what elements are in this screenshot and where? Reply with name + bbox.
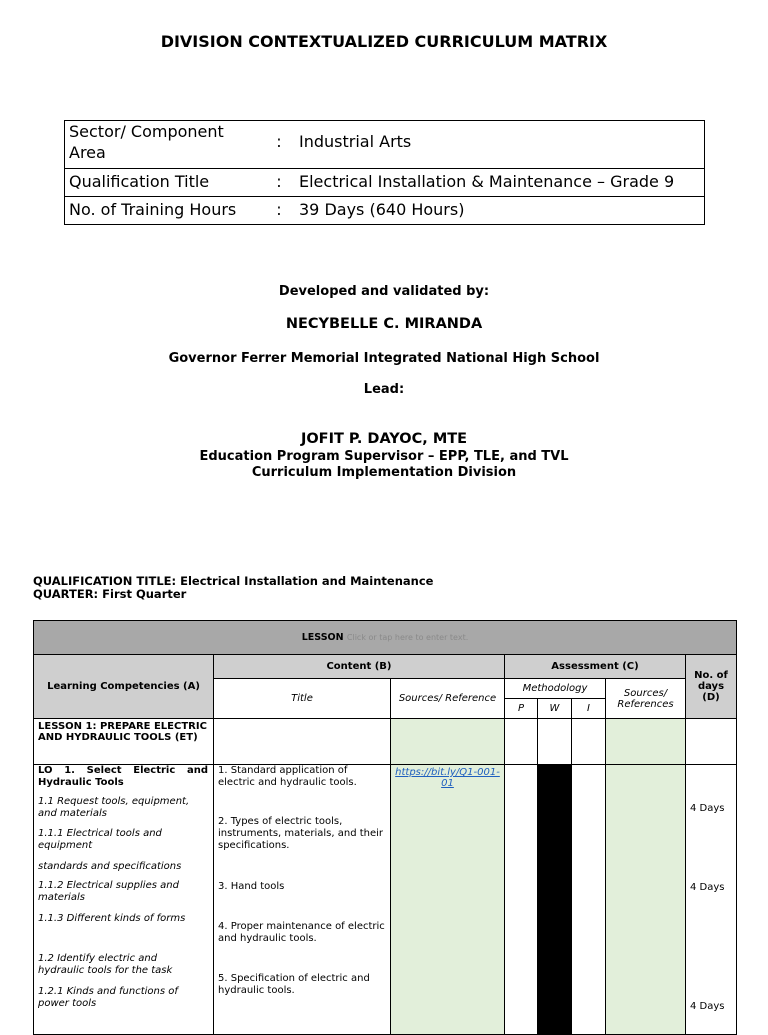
lesson-placeholder[interactable]: Click or tap here to enter text. — [346, 633, 469, 642]
curriculum-matrix — [33, 620, 737, 1035]
lesson-1-days-cell — [686, 719, 737, 765]
lesson-label: LESSON — [301, 632, 344, 643]
days-value: 4 Days — [690, 1001, 725, 1012]
competency-item: 1.2 Identify electric and hydraulic tools for the task — [38, 953, 173, 976]
title-header: Title — [214, 679, 391, 719]
info-colon: : — [263, 169, 295, 197]
content-title-item: 4. Proper maintenance of electric and hydraulic tools. — [218, 921, 385, 944]
competencies-cell — [34, 765, 214, 1035]
method-w-header: W — [538, 699, 572, 719]
info-row-hours — [65, 197, 705, 225]
sources-reference-header: Sources/ Reference — [391, 679, 505, 719]
info-colon: : — [263, 197, 295, 225]
info-value: 39 Days (640 Hours) — [295, 197, 705, 225]
info-value: Electrical Installation & Maintenance – Grade 9 — [295, 169, 705, 197]
source-link[interactable]: https://bit.ly/Q1-001-01 — [395, 767, 500, 789]
info-colon: : — [263, 121, 295, 169]
info-row-sector — [65, 121, 705, 169]
content-header: Content (B) — [214, 655, 505, 679]
info-label: No. of Training Hours — [65, 197, 264, 225]
lesson-1-title: LESSON 1: PREPARE ELECTRIC AND HYDRAULIC TOOLS (ET) — [34, 719, 214, 765]
quarter-label: QUARTER: First Quarter — [33, 587, 187, 601]
lesson-1-references-cell — [606, 719, 686, 765]
content-title-item: 3. Hand tools — [218, 881, 285, 892]
days-value: 4 Days — [690, 803, 725, 814]
days-header: No. of days (D) — [686, 655, 737, 719]
lesson-1-source-cell — [391, 719, 505, 765]
content-title-item: 2. Types of electric tools, instruments, materials, and their specifications. — [218, 816, 384, 851]
lead-name: JOFIT P. DAYOC, MTE — [300, 431, 468, 447]
source-link-cell — [391, 765, 505, 1035]
assessment-header: Assessment (C) — [505, 655, 686, 679]
days-cell — [686, 765, 737, 1035]
competency-item: 1.1.1 Electrical tools and equipment — [38, 828, 162, 851]
lo1-title: LO 1. Select Electric and Hydraulic Tools — [38, 765, 208, 788]
lead-position: Education Program Supervisor – EPP, TLE, and TVL — [199, 449, 569, 464]
lesson-header — [34, 621, 737, 655]
info-table — [64, 120, 705, 225]
school-name: Governor Ferrer Memorial Integrated National High School — [168, 351, 600, 366]
competency-item: 1.1.3 Different kinds of forms — [38, 913, 186, 924]
lead-label: Lead: — [363, 382, 405, 397]
lesson-1-p-cell — [505, 719, 538, 765]
method-p-cell — [505, 765, 538, 1035]
developed-by-label: Developed and validated by: — [278, 284, 490, 299]
content-title-item: 1. Standard application of electric and hydraulic tools. — [218, 765, 357, 788]
lead-division: Curriculum Implementation Division — [251, 465, 517, 480]
competency-item: 1.1 Request tools, equipment, and materials — [38, 796, 190, 819]
method-i-header: I — [572, 699, 606, 719]
competency-item: 1.2.1 Kinds and functions of power tools — [38, 986, 178, 1009]
method-w-cell — [538, 765, 572, 1035]
content-title-item: 5. Specification of electric and hydraulic tools. — [218, 973, 370, 996]
competency-item: standards and specifications — [38, 861, 182, 872]
references-cell — [606, 765, 686, 1035]
method-i-cell — [572, 765, 606, 1035]
info-label: Sector/ Component Area — [65, 121, 264, 169]
competencies-header: Learning Competencies (A) — [34, 655, 214, 719]
document-title: DIVISION CONTEXTUALIZED CURRICULUM MATRIX — [160, 32, 608, 51]
lesson-1-i-cell — [572, 719, 606, 765]
qualification-title: QUALIFICATION TITLE: Electrical Installation and Maintenance — [33, 574, 434, 588]
methodology-header: Methodology — [505, 679, 606, 699]
sources-references-header: Sources/ References — [606, 679, 686, 719]
content-titles-cell — [214, 765, 391, 1035]
lesson-1-w-cell — [538, 719, 572, 765]
days-value: 4 Days — [690, 882, 725, 893]
info-label: Qualification Title — [65, 169, 264, 197]
lesson-1-content-cell — [214, 719, 391, 765]
info-value: Industrial Arts — [295, 121, 705, 169]
developer-name: NECYBELLE C. MIRANDA — [285, 316, 483, 332]
method-p-header: P — [505, 699, 538, 719]
competency-item: 1.1.2 Electrical supplies and materials — [38, 880, 179, 903]
info-row-qualification — [65, 169, 705, 197]
